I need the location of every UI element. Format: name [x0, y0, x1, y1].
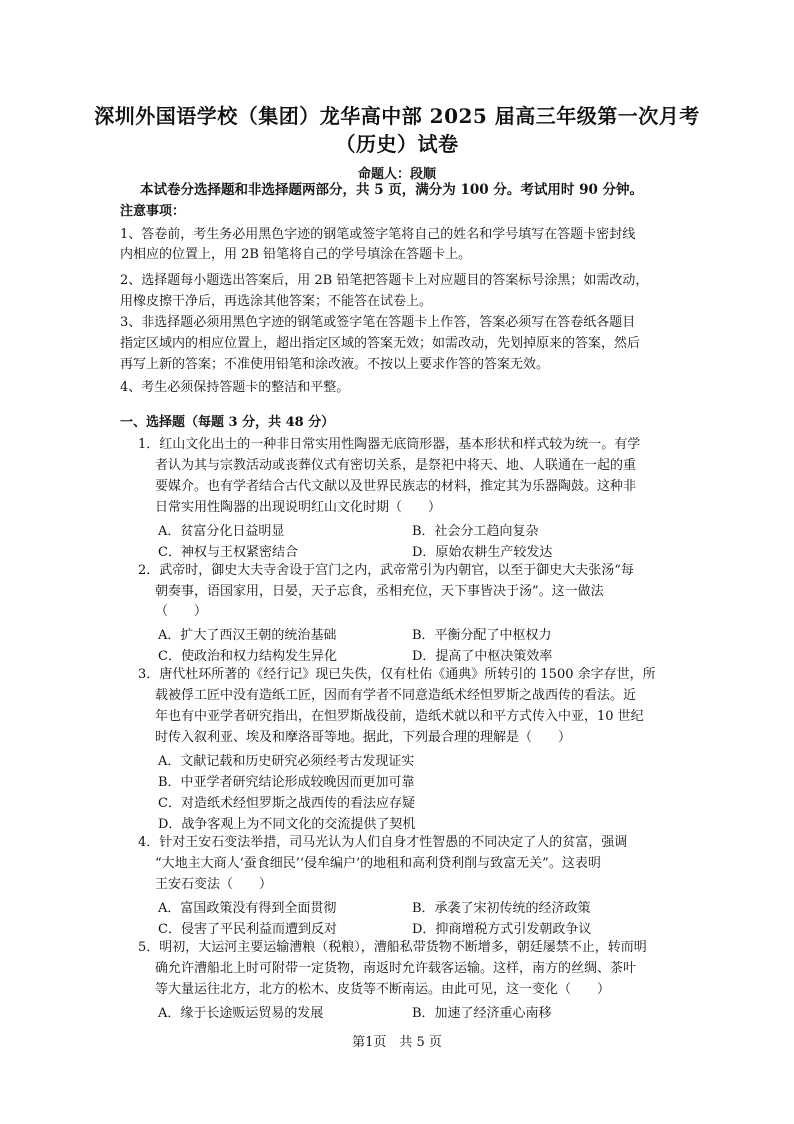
exam-title-line1: 深圳外国语学校（集团）龙华高中部 2025 届高三年级第一次月考: [94, 104, 700, 128]
question-3-line: 3．唐代杜环所著的《经行记》现已失佚，仅有杜佑《通典》所转引的 1500 余字存世，所: [138, 667, 656, 682]
question-4-option-d: D．抑商增税方式引发朝政争议: [412, 922, 592, 937]
question-1-line: 者认为其与宗教活动或丧葬仪式有密切关系，是祭祀中将天、地、人联通在一起的重: [155, 458, 637, 473]
question-3-option-d: D．战争客观上为不同文化的交流提供了契机: [158, 817, 416, 832]
question-2-line: 2．武帝时，御史大夫寺舍设于宫门之内，武帝常引为内朝官，以至于御史大夫张汤“每: [138, 563, 634, 578]
question-4-line: “大地主大商人‘蚕食细民’‘侵牟编户’的地租和高利贷利削与致富无关”。这表明: [155, 856, 601, 871]
question-2-option-a: A．扩大了西汉王朝的统治基础: [158, 628, 337, 643]
note-line: 再写上新的答案；不准使用铅笔和涂改液。不按以上要求作答的答案无效。: [120, 357, 550, 372]
question-3-line: 时传入叙利亚、埃及和摩洛哥等地。据此，下列最合理的理解是（ ）: [155, 730, 572, 745]
question-3-option-c: C．对造纸术经怛罗斯之战西传的看法应存疑: [158, 796, 415, 811]
question-1-line: 日常实用性陶器的出现说明红山文化时期（ ）: [155, 500, 442, 515]
question-2-option-b: B．平衡分配了中枢权力: [412, 628, 552, 643]
question-4-option-c: C．侵害了平民利益而遭到反对: [158, 922, 337, 937]
page-footer: 第1页 共 5 页: [352, 1035, 442, 1050]
question-1-option-c: C．神权与王权紧密结合: [158, 545, 298, 560]
note-line: 1、答卷前，考生务必用黑色字迹的钢笔或签字笔将自己的姓名和学号填写在答题卡密封线: [120, 227, 636, 242]
exam-author: 命题人：段顺: [357, 167, 436, 182]
note-line: 用橡皮擦干净后，再选涂其他答案；不能答在试卷上。: [120, 294, 433, 309]
question-5-line: 确允许漕船北上时可附带一定货物，南返时允许载客运输。这样，南方的丝绸、茶叶: [155, 961, 637, 976]
question-3-option-a: A．文献记载和历史研究必须经考古发现证实: [158, 754, 415, 769]
question-2-line: 朝奏事，语国家用，日晏，天子忘食，丞相充位，天下事皆决于汤”。这一做法: [155, 584, 604, 599]
question-3-option-b: B．中亚学者研究结论形成较晚因而更加可靠: [158, 775, 415, 790]
question-2-option-c: C．使政治和权力结构发生异化: [158, 649, 337, 664]
question-1-line: 要媒介。也有学者结合古代文献以及世界民族志的材料，推定其为乐器陶鼓。这种非: [155, 479, 637, 494]
note-line: 2、选择题每小题选出答案后，用 2B 铅笔把答题卡上对应题目的答案标号涂黑；如需改动，: [120, 273, 649, 288]
question-4-option-b: B．承袭了宋初传统的经济政策: [412, 901, 591, 916]
question-1-line: 1．红山文化出土的一种非日常实用性陶器无底筒形器，基本形状和样式较为统一。有学: [138, 437, 641, 452]
exam-intro: 本试卷分选择题和非选择题两部分，共 5 页，满分为 100 分。考试用时 90 分钟。: [140, 182, 644, 198]
note-line: 指定区域内的相应位置上，超出指定区域的答案无效；如需改动，先划掉原来的答案，然后: [120, 336, 641, 351]
question-4-option-a: A．富国政策没有得到全面贯彻: [158, 901, 337, 916]
note-line: 3、非选择题必须用黑色字迹的钢笔或签字笔在答题卡上作答，答案必须写在答卷纸各题目: [120, 315, 636, 330]
question-4-line: 4．针对王安石变法举措，司马光认为人们自身才性智愚的不同决定了人的贫富，强调: [138, 835, 628, 850]
question-3-line: 载被俘工匠中没有造纸工匠，因而有学者不同意造纸术经怛罗斯之战西传的看法。近: [155, 688, 637, 703]
question-1-option-d: D．原始农耕生产较发达: [412, 545, 553, 560]
notes-heading: 注意事项：: [120, 204, 186, 219]
question-5-option-a: A．缘于长途贩运贸易的发展: [158, 1006, 324, 1021]
question-1-option-b: B．社会分工趋向复杂: [412, 524, 539, 539]
question-3-line: 年也有中亚学者研究指出，在怛罗斯战役前，造纸术就以和平方式传入中亚，10 世纪: [155, 709, 644, 724]
note-line: 内相应的位置上，用 2B 铅笔将自己的学号填涂在答题卡上。: [120, 247, 472, 262]
question-4-line: 王安石变法（ ）: [155, 877, 273, 892]
question-5-line: 等大量运往北方，北方的松木、皮货等不断南运。由此可见，这一变化（ ）: [155, 982, 611, 997]
exam-title-line2: （历史）试卷: [335, 132, 459, 156]
question-1-option-a: A．贫富分化日益明显: [158, 524, 285, 539]
question-2-option-d: D．提高了中枢决策效率: [412, 649, 553, 664]
question-5-line: 5．明初，大运河主要运输漕粮（税粮），漕船私带货物不断增多，朝廷屡禁不止，转而明: [138, 940, 647, 955]
section-heading: 一、选择题（每题 3 分，共 48 分）: [120, 415, 335, 430]
note-line: 4、考生必须保持答题卡的整洁和平整。: [120, 380, 350, 395]
question-5-option-b: B．加速了经济重心南移: [412, 1006, 552, 1021]
question-2-line: （ ）: [155, 604, 208, 619]
